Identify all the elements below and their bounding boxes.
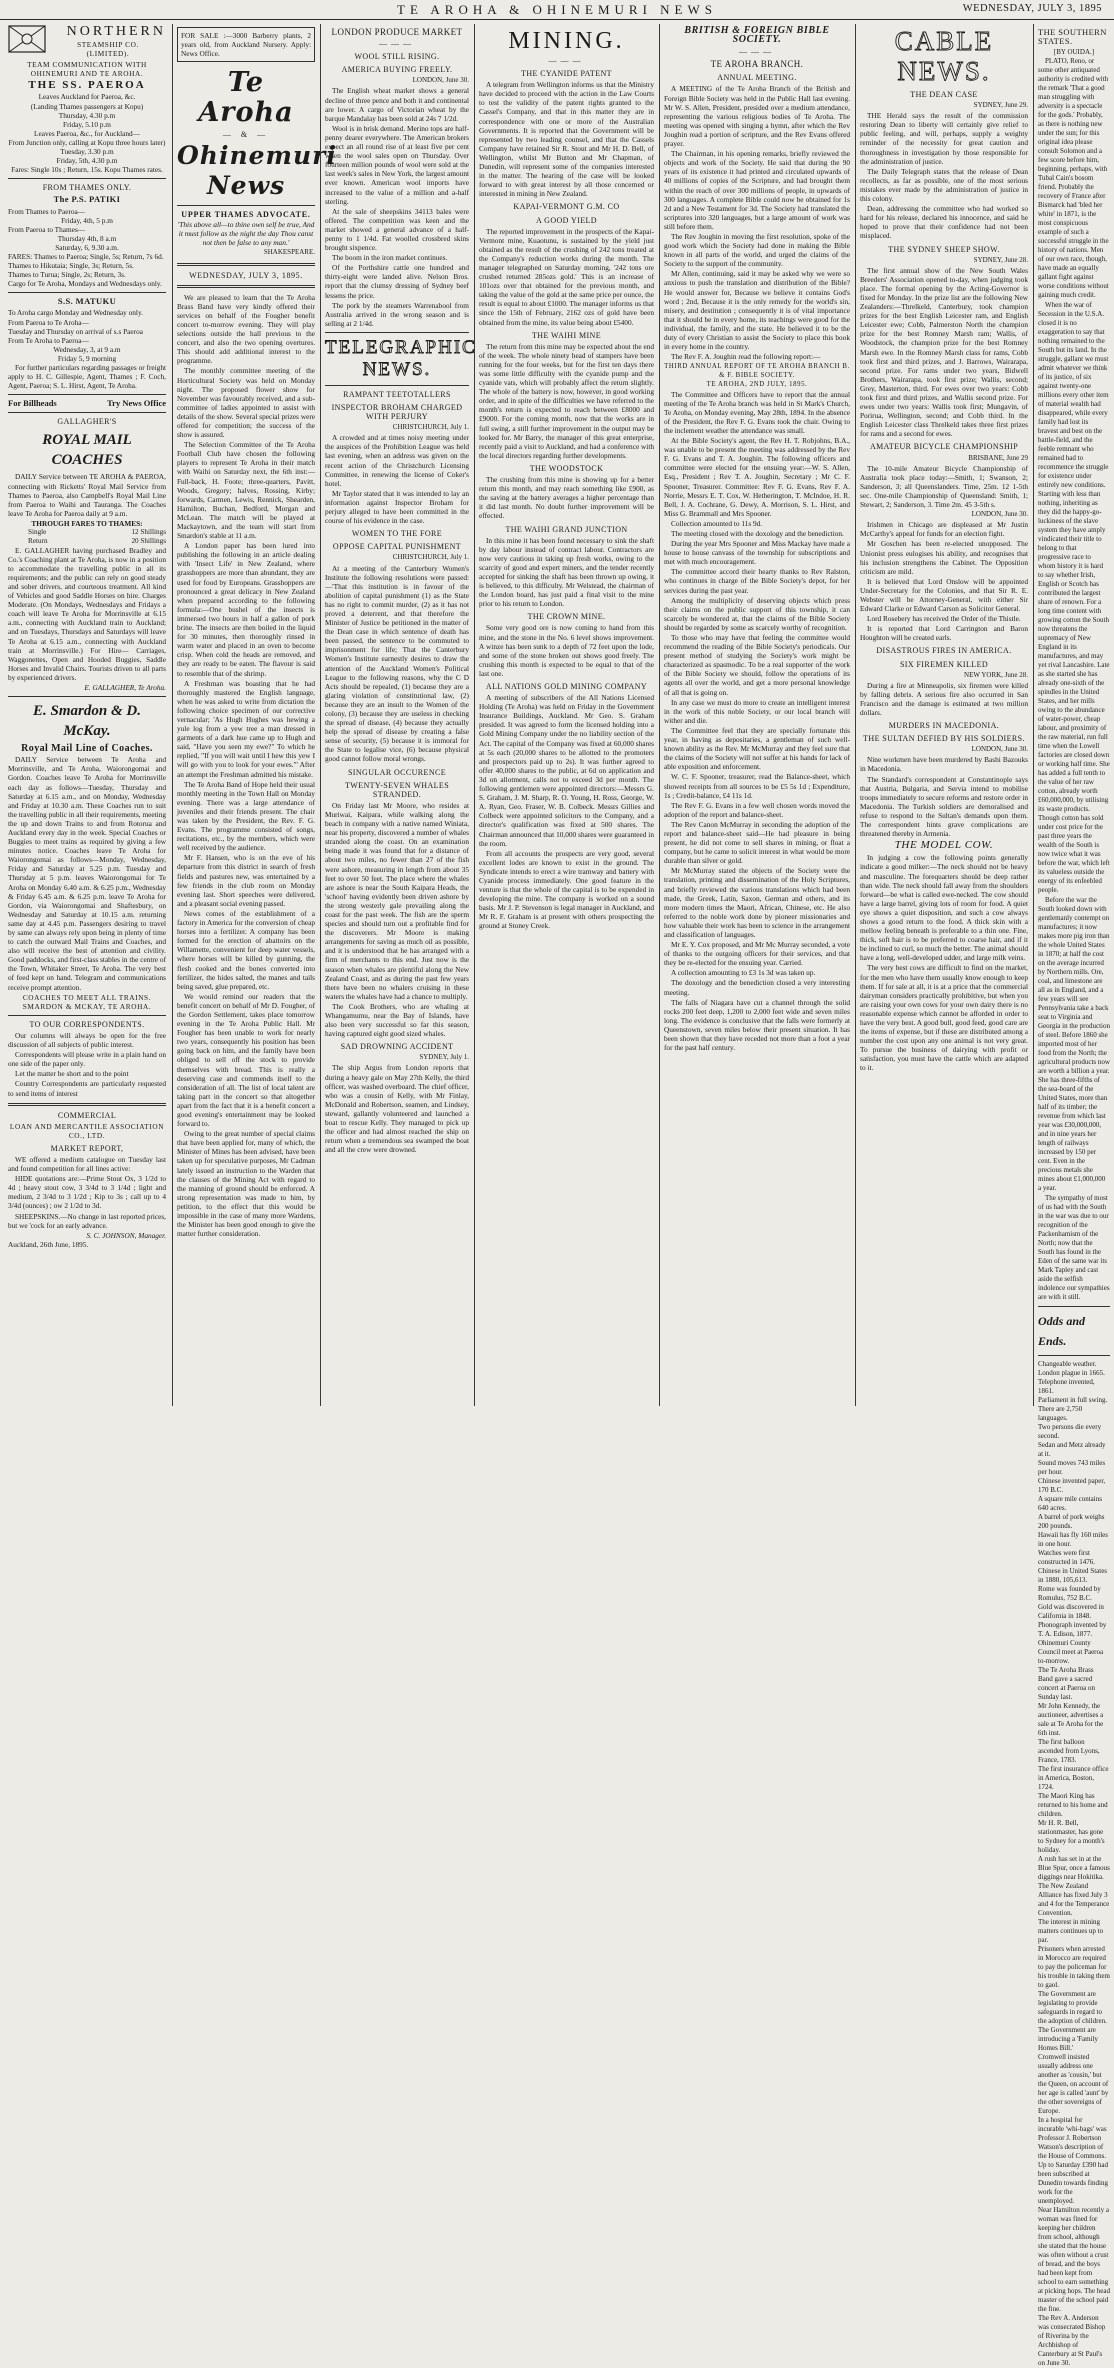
fires-subheading: SIX FIREMEN KILLED [899,659,989,669]
thames-only-heading: FROM THAMES ONLY. [42,183,132,193]
bible-society-para: Among the multiplicity of deserving objects which press their claims on the public support of this township, it can scarcely be wondered at, that the claims of the Bible Society should be regarded by some as scarcely worthy of recognition. [664,595,850,632]
fires-heading: DISASTROUS FIRES IN AMERICA. [876,646,1012,656]
odds-item: The Government are legislating to provide safeguards in regard to the adoption of children. [1038,1990,1107,2025]
bible-society-para: During the year Mrs Spooner and Miss Mackay have made a house to house canvass of the township for subscriptions and met with much encouragement. [664,539,850,567]
ship-line: Leaves Auckland for Paeroa, &c. [38,92,136,102]
market-para: WE offered a medium catalogue on Tuesday last and found competition for all lines active: [8,1154,166,1174]
odds-item: Hawaii has fly 160 miles in one hour. [1038,1531,1108,1548]
local-news-para: News comes of the establishment of a factory in America for the conversion of cheap horses into a fertilizer. A company has been formed for the erection of abattoirs on the Willamette, convenient for deep water vessels, where horses will be killed by gunning, the flesh cooked and the bones converted into fertilizer, the hides salted, the manes and tails being saved, glue prepared, etc. [177,908,315,991]
fares-row [8,528,166,537]
bible-society-para: The falls of Niagara have cut a channel through the solid rocks 200 feet deep, 1,200 to 2,000 feet wide and seven miles long. The evidence is conclusive that the falls were formerly at Queenstown, seven miles below their present situation. It has been shown that they have receded not more than a foot a year for the past half century. [664,997,850,1053]
divider [8,292,166,293]
bible-society-para: The Committee and Officers have to report that the annual meeting of the Te Aroha branch was held in St Mark's Church, Te Aroha, on Monday evening, May 28th, 1894. In the absence of the President, the Rev F. G. Evans took the chair. Owing to the inclement weather the attendance was small. [664,389,850,435]
produce-para: Of the Porthshire cattle one hundred and thirty-eight were landed alive. Nelson Bros. report that the clumsy dressing of Sydney beef lessens the price. [325,263,469,300]
bible-society-para: In any case we must do more to create an intelligent interest in the work of this noble Society, or our local branch will wither and die. [664,697,850,725]
bible-society-para: Mr McMurray stated the objects of the Society were the translation, printing and dissemination of the Holy Scriptures, and briefly reviewed the various translations which had been made, the Greek, Latin, Saxon, German and others, and its more modern times the Maori, African, Chinese, etc. He also referred to the noble work done by pioneer missionaries and how valuable their work has been to science in the arrangement and classification of languages. [664,866,850,939]
dateline: CHRISTCHURCH, July 1. [392,423,469,432]
odds-item: London plague in 1665. [1038,1369,1105,1377]
model-cow-para: The very best cows are difficult to find on the market, for the men who have them usually know enough to keep them. If for sale at all, it is at a price that the commercial dairyman considers practically prohibitive, but when you are raising your own cows for your own dairy there is no reasonable expense which cannot be afforded in order to have the very best. A good bull, good feed, good care are the items of expense, but if these are distributed among a number the cost upon any one animal is not very great. To pursue the business of dairying with profit or satisfaction, you must have the cattle which are adapted to it. [860,963,1028,1073]
divider [325,385,469,386]
teetotallers-para: Mr Taylor stated that it was intended to lay an information against Inspector Broham for perjury alleged to have been committed in the course of his evidence in the case. [325,488,469,526]
southern-states-para: Before the war the South looked down with gentlemanly contempt on manufactures; it now makes more pig iron than the whole United States in 1870; at half the cost on the average incurred by Northern mills. Ore, coal, and limestone are all as in England, and a few years will see Pennsylvania take a back seat to Virginia and Georgia in the production of steel. Before 1860 she imported most of her food from the North; the agricultural products now are worth a billion a year. She has three-fifths of the sea-board of the United States, more than half of its timber; the revenue from which last year was £30,000,000, and in nine years her length of railways increased by 150 per cent. Even in the precious metals she mines about £1,000,000 a year. [1038,896,1110,1192]
waihi-heading: THE WAIHI MINE [532,330,601,340]
london-para: It is believed that Lord Onslow will be appointed Under-Secretary for the Colonies, and that Sir R. E. Webster will be Attorney-General, with either Sir Edward Clarke or Edward Carson as Solicitor General. [860,576,1028,614]
patiki-line: From Thames to Paeroa— [8,206,86,216]
produce-para: The pork by the steamers Warrenabool from Australia arrived in the wrong season and is selling at 2 1/4d. [325,300,469,328]
matuku-line: To Aroha cargo Monday and Wednesday only. [8,308,143,318]
wool-heading: WOOL STILL RISING. [354,52,440,62]
odds-item: In a hospital for incurable 'whi-bags' was Professor J. Robertson Watson's description of the House of Commons. [1038,2116,1107,2160]
column-1 [4,24,170,1406]
house-flag-icon [8,25,46,53]
mining-heading: MINING. [508,28,625,54]
odds-item: Sedan and Metz already at it. [1038,1441,1106,1458]
macedonia-subheading: THE SULTAN DEFIED BY HIS SOLDIERS. [863,734,1025,744]
masthead-te-aroha: Te Aroha [198,67,294,129]
issue-date: WEDNESDAY, JULY 3, 1895 [962,3,1102,14]
singular-heading: SINGULAR OCCURENCE [347,767,447,777]
divider [177,285,315,288]
steam-communication-heading: TEAM COMMUNICATION WITH OHINEMURI AND TE AROHA. [27,60,147,79]
bible-society-para: A collection amounting to £3 1s 3d was taken up. [671,968,816,978]
grand-junction-heading: THE WAIHI GRAND JUNCTION [505,524,628,534]
fare-value: 12 Shillings [131,528,166,537]
ship-line: Thursday, 4.30 p.m [58,110,116,120]
drowning-para: The ship Argus from London reports that during a heavy gale on May 27th Kelly, the third officer, was washed overboard. The chief officer, who was a cousin of Kelly, with Mr Finlay, McDonald and Robertson, seamen, and Lindsey, steward, gallantly volunteered and launched a boat to rescue Kelly. They managed to pick up the officer and had almost reached the ship on return when a tremendous sea swamped the boat and all the crew were drowned. [325,1063,469,1155]
southern-states-para: When the war of Secession in the U.S.A. closed it is no exaggeration to say that nothing remained to the South but its land. In the struggle, gallant we must admit whatever we think of its justice, of six against twenty-one millions every other item of material wealth had disappeared, while every family had lost its bravest and best on the battle-field, and the feeble remnant who remained had to recommence the struggle for existence under entirely new conditions. Starting with less than nothing, inheriting as they did the happy-go-luckiness of the slave system they have amply vindicated their title to belong to that progressive race to whom history it is hard to say whether Irish, English or Scotch has contributed the largest share of renown. For a long time content with growing cotton the South now threatens the supremacy of New England in its manufactures, and may yet rival Lancashire. Late as she started she has already one-sixth of the spindles in the United States, and her mills owing to the abundance of water-power, cheap labour, and proximity of the raw material, run full time when the Lowell factories are closed down or working half time. She has added a full tenth to the value of her raw cotton, already worth £60,000,000, by utilising its waste products. Though cotton has sold under cost price for the past three years the wealth of the South is now twice what it was before the war, which left its valueless outside the energy of its enfeebled people. [1038,301,1110,894]
fares-row [8,537,166,546]
cable-news-heading: CABLE NEWS. [894,26,994,86]
bible-society-para: To those who may have that feeling the committee would recommend the reading of the Bible Society's periodicals. Our present method of studying the Society's work might be characterized as spasmodic. To be a real supporter of the work of the Bible Society we should, follow the operations of its agents all over the world, and get a more personal knowledge of all that is going on. [664,633,850,697]
section-ornament: ——— [548,56,585,65]
bicycle-heading: AMATEUR BICYCLE CHAMPIONSHIP [869,442,1019,452]
odds-item: Mr H. R. Bell, stationmaster, has gone to Sydney for a month's holiday. [1038,1819,1105,1854]
smardon-text: DAILY Service between Te Aroha and Morrinsville, and Te Aroha, Waiorongomai and Gordon. Coaches leave Te Aroha for Morrinsville each day as follows—Tuesday, Thursday and Saturday at 6.15 a.m., and on Monday, Wednesday and Friday at 10.30 a.m. These Coaches run to suit the travelling public in all their requirements, meeting the up and down Trains to and from Rotorua and Auckland every day in the week. Special Coaches or Buggies to meet trains as required by giving a few minutes notice. Coaches leave Te Aroha for Waiorongomai as follows—Monday, Wednesday, Friday and Saturday at 5.25 p.m. Tuesday and Thursday at 5 p.m. leaves Waiorongomai for Te Aroha on Monday 6.40 a.m. & 6.25 p.m., Wednesday & Friday 6.45 a.m. & 6.25 p.m. leave Te Aroha for Gordon, via Waiorongomai and Shaftesbury, on Wednesday and Saturday at 10.15 a.m. returning same day at 4.45 p.m. Passengers desiring to travel by same can always rely upon being in plenty of time to catch the outward Mail Trains and Coaches, and also will receive the best of attention and civility. Good paddocks, and first-class stables in the centre of the Town, Whitaker Street, Te Aroha. The very best of feed kept on hand. Telegram and communications receive prompt attention. [8,755,166,992]
gallagher-heading: GALLAGHER'S [57,417,117,427]
dateline: SYDNEY, June 28. [973,255,1028,264]
ship-name-paeroa: THE SS. PAEROA [28,79,146,92]
produce-para: The boom in the iron market continues. [332,253,448,263]
produce-para: Wool is in brisk demand. Merino tops are half-penny dearer everywhere. The American brokers expect an all round rise of at least five per cent when the wool sales open on Thursday. Over fourteen million pounds of wool were sold at the last week's sales in New York, the largest amount ever known. American wool imports have increased to the value of a million and a-half sterling. [325,123,469,206]
patiki-line: FARES: Thames to Paeroa; Single, 5s; Return, 7s 6d. [8,251,164,261]
whales-para: On Friday last Mr Moore, who resides at Muriwai, Kaipara, while walking along the beach in company with a native named Winiata, near his property, discovered a number of whales stranded along the coast. On an examination being made it was found that for a distance of about two miles, no fewer than 27 of the fish were ashore, measuring in length from about 35 feet to over 50 feet. The place where the whales are ashore is near the South Kaipara Heads, the 'school' having evidently been driven ashore by the strong westerly gale prevailing along the coast for the past week. The fish are the sperm species and should turn out a profitable find for the discoverers. Mr Moore is making arrangements for saving as much oil as possible, and it is understood that he has arranged with a firm of merchants to this end. Just now is the season when whales are plentiful along the New Zealand Coast, and as during the past few years there have been no whalers cruising in these waters the whales have had a chance to multiply. [325,800,469,1001]
nzsc-line-1: STEAMSHIP CO. [77,40,139,49]
editorial-date: WEDNESDAY, JULY 3, 1895. [189,270,303,280]
bible-society-para: Mr E. Y. Cox proposed, and Mr Mc Murray seconded, a vote of thanks to the outgoing officers for their services, and that they be re-elected for the ensuing year. Carried. [664,940,850,968]
billheads-notice [8,399,166,408]
column-3 [320,24,477,1406]
local-news-para: The Selection Committee of the Te Aroha Football Club have chosen the following players to represent Te Aroha in their match with Waihi on Saturday next, the 6th inst:—Full-back, H. Foote; three-quarters, Pavitt, Woods, Gregory; halves, Rossing, Kirby; forwards, Carmen, Lewis, Rennick, Shearden, Hamilton, Buchan, Bedford, Morgan and McLean. The match will be played at Mackaytown, and the team will start from Smardon's stable at 11 a.m. [177,440,315,541]
matuku-line: Wednesday, 3, at 9 a.m [53,344,121,354]
odds-item: Watches were first constructed in 1476. [1038,1549,1095,1566]
through-fares-label: THROUGH FARES TO THAMES: [31,518,143,528]
odds-item: Parliament in full swing. [1038,1396,1108,1404]
odds-item: Telephone invented, 1861. [1038,1378,1095,1395]
market-report-heading: MARKET REPORT, [50,1143,124,1153]
barberry-sale-notice: FOR SALE :—3000 Barberry plants, 2 years old, from Auckland Nursery. Apply: News Office. [177,27,315,62]
local-news-para: A Freshman was boasting that he had thoroughly mastered the English language, when he was asked to write from dictation the following choice specimen of our corrective vernacular; 'As Hugh Hughes was hewing a yule log from a yew tree a man dressed in garments of a dark hue came up to Hugh and said, "Have you seen my ewe?" To which he replied, "If you will wait until I hew this yew I will go with you to look for your ewes."' After an attempt the Freshman admitted his mistake. [177,678,315,779]
southern-states-heading: THE SOUTHERN STATES. [1038,27,1107,46]
column-6 [855,24,1032,1406]
patiki-line: Friday, 4th, 5 p.m [61,215,113,225]
matuku-line: Friday 5, 9 morning [57,353,117,363]
produce-para: The English wheat market shows a general decline of three pence and both it and continental are lower. A cargo of Victorian wheat by the barque Mandalay has been sold at 24s 7 1/2d. [325,86,469,123]
teetotallers-subheading: INSPECTOR BROHAM CHARGED WITH PERJURY [331,403,463,422]
local-news-para: The Te Aroha Band of Hope held their usual monthly meeting in the Town Hall on Monday evening. There was a large attendance of juveniles and their friends present. The chair was taken by the President, the Rev. F. G. Evans. The programme consisted of songs, recitations, etc., by the members, which were well received by the audience. [177,779,315,853]
smardon-signature: SMARDON & MCKAY, TE AROHA. [22,1001,152,1011]
ship-line: Tuesday, 3.30 p.m [60,147,114,157]
odds-item: Gold was discovered in California in 1848. [1038,1603,1104,1620]
fare-kind: Single [28,528,47,537]
whales-para: The Cook Brothers, who are whaling at Whangamumu, near the Bay of Islands, have also been very successful so far this season, having captured eight good sized whales. [325,1001,469,1039]
dateline: SYDNEY, July 1. [419,1053,469,1062]
london-para: It is reported that Lord Carrington and Baron Houghton will be created earls. [860,624,1028,643]
waihi-para: The return from this mine may be expected about the end of the week. The whole ninety head of stampers have been running for the four weeks, but for the first ten days there was some little difficulty with the cyanide pump and the cyanide vats, which will probably affect the return slightly. The whole of the battery is now, however, in good working order, and in spite of the difficulties we have referred to the month's return is expected to reach between £8000 and £9000. For the coming month, now that the works are in full swing, a still further improvement in the output may be looked for. Mr Barry, the manager of this great enterprise, recently paid a visit to Auckland, and had a conference with the local directors regarding further developments. [479,341,654,460]
ship-line: From Junction only, calling at Kopu three hours later) [8,137,166,147]
bible-society-heading-2: SOCIETY. [732,34,782,46]
bible-society-para: W. C. F. Spooner, treasurer, read the Balance-sheet, which showed receipts from all sources to be £5 5s 1d ; Expenditure, 1s ; Credit-balance, £4 11s 1d. [664,772,850,800]
odds-item: Phonograph invented by T. A. Edison, 1877. [1038,1621,1107,1638]
gallagher-text: E. GALLAGHER having purchased Bradley and Co.'s Coaching plant at Te Aroha, is now in a position to accommodate the travelling public in all its requirements; and the public can rely on good steady and sober drivers, and courteous treatment. All kind of Vehicles and good Saddle Horses on hire. Charges Moderate. (On Mondays, Wednesdays and Fridays a coach will leave Te Aroha for Morrinsville at 6.15 a.m., connecting with Auckland train to Auckland; and on Tuesdays, Thursdays and Saturdays will leave Te Aroha at 6.15 a.m., connecting with Auckland train at Morrinsville.) For Hire— Carriages, Waggonettes, Open and Hooded Buggies, Saddle Horses and Invalid Chairs. Tourists driven to all parts by experienced drivers. [8,545,166,682]
annual-meeting-heading: ANNUAL MEETING. [717,73,797,83]
divider [325,332,469,333]
loan-company-heading: LOAN AND MERCANTILE ASSOCIATION CO., LTD. [9,1121,165,1140]
woodstock-heading: THE WOODSTOCK [529,463,604,473]
all-nations-para: From all accounts the prospects are very good, several excellent lodes are known to exist in the ground. The Syndicate intends to erect a wire tramway and battery with Cyanide process immediately. One good feature in the venture is that the whole of the capital is to be expended in developing the mine. The company is worked on a sound basis. Mr J. P. Stevenson is legal manager in Auckland, and Mr R. F. Graham is at present with others prospecting the ground at Stoney Creek. [479,848,654,931]
fares-table [8,528,166,546]
masthead-subtitle: UPPER THAMES ADVOCATE. [181,210,311,220]
section-ornament: ——— [739,47,775,57]
model-cow-para: In judging a cow the following points generally indicate a good milker:—The neck should not be heavy and masculine. The forequarters should be deep rather than wide. The neck should fall away from the shoulders forward—be what is called ewe-necked. The cow should have a large barrel, giving lots of room for food. A quiet eye shows a quiet disposition, and such a cow always shows a good return to the food. A thick skin with a mellow feeling beneath is preferable to a thin one. Fine, thick, soft hair is to be preferred to coarse hair, and if it be inclined to curl, so much the better. The animal should have a long, well-developed udder, and large milk veins. [860,853,1028,963]
dean-case-heading: THE DEAN CASE [910,90,978,99]
odds-item: Sound moves 743 miles per hour. [1038,1459,1106,1476]
dateline: LONDON, June 30. [971,745,1028,754]
patiki-heading: The P.S. PATIKI [53,194,121,205]
patiki-line: Saturday, 6, 9.30 a.m. [55,242,119,252]
london-para: Mr Goschen has been re-elected unopposed. The Unionist press eulogises his ability, and recognises that his inclusion strengthens the Cabinet. The Opposition criticism are mild. [860,539,1028,576]
nzsc-line-2: (LIMITED). [86,49,130,59]
divider [1038,1306,1110,1307]
ship-line: Friday, 5th, 4.30 p.m [56,156,118,166]
market-para: SHEEPSKINS.—No change in last reported prices, but we 'cock for an early advance. [8,1211,166,1230]
column-5 [659,24,854,1406]
local-news-para: A London paper has been lured into publishing the following in an article dealing with 'Insect Life' in New Zealand, where grasshoppers are more than abundant, they are used for food by Europeans. Grasshoppers are pronounced a great delicacy in New Zealand when prepared according to the following formula:—One bushel of the insects is immersed two hours in half a gallon of pork brine. The insects are then boiled in the liquid for 30 minutes, then thoroughly rinsed in warm water and placed in an oven to become crisp. When cold the heads are removed, and they are ready to be eaten. The flavour is said to resemble that of the shrimp. [177,541,315,678]
divider [1038,1355,1110,1356]
matuku-line: Tuesday and Thursday on arrival of s.s Paeroa [8,326,143,336]
grand-junction-para: In this mine it has been found necessary to sink the shaft by day labour instead of contract labour. Contractors are now very cautious in taking up fresh works, owing to the scarcity of good and expert miners, and the tender recently accepted for sinking the shaft has been thrown up owing, it is believed, to this difficulty. Mr Welstead, the chairman of the London board, has just paid a final visit to the mine prior to his return to London. [479,535,654,609]
market-signature: S. C. JOHNSON, Manager. [86,1230,166,1240]
bible-society-para: The Rev Joughin in moving the first resolution, spoke of the good work which the Society had done in making the Bible known in all parts of the world, and urged the claims of the Society to the support of the community. [664,231,850,269]
odds-item: The New Zealand Alliance has fixed July 3 and 4 for the Temperance Convention. [1038,1882,1110,1917]
kapai-vermont-para: The reported improvement in the prospects of the Kapai-Vermont mine, Kuaotunu, is sustained by the yield just obtained as the result of the crushing of 242 tons treated at the Company's reduction works during the month. The manager telegraphed on Saturday morning, '242 tons ore crushed returned 285ozs gold.' This is an increase of 101ozs over that obtained for the previous month, and taking the value of the gold at the same price per ounce, the result is equal to about £1000. The manager informs us that since the 15th of February, 2162 ozs of gold have been obtained from the mine, its value being about £5400. [479,226,654,327]
sheep-show-para: The first annual show of the New South Wales Breeders' Association opened to-day, when judging took place. The formal opening by the Acting-Governor is fixed for Monday. In the prize list are the following New Zealanders:—Threlkeld, Canterbury, took champion prizes for the best English Leicester ram, and English Leicester ewe; Cobb, Palmerston North the champion prize for the best Romney Marsh ram; Wallis, of Woodstock, the champion prize for the best Romney Marsh ewe. In the Romney Marsh class for rams, Cobb took first and third prizes, and J. Barrows, Wairarapa, second prize. For rams under two years, Bidwell Brothers, Wairarapa, took first prize; Wallis, second; Grey, Masterton, third. For ewes over two years: Cobb took first and third prizes, and Wallis second prize. For ewes under two years: Wallis took first; Mungavin, of Porirua, Wellington, second; and Cobb third. In the English Leicester class Threlkeld takes three first prizes for rams and a second for ewes. [860,265,1028,439]
local-news-para: We would remind our readers that the benefit concert on behalf of Mr D. Fougher, of the Gordon Settlement, takes place tomorrow evening in the Te Aroha Public Hall. Mr Fougher has been unable to work for nearly two years, consequently his position has been going back on him, and the family have been obliged to sell off the stock to provide themselves with bread. This is really a deserving case and commends itself to the consideration of all. The list of local talent are taking part in the concert so that altogether apart from the fact that it is a benefit concert a good evening's entertainment may be looked forward to. [177,991,315,1129]
southern-states-para: PLATO, Reno, or some other antiquated authority is credited with the remark 'That a good man struggling with adversity is a spectacle for the gods.' Probably, as there is nothing new under the sun; for this original idea please consult Solomon and a few score before him, beginning, perhaps, with Tubal Cain's bosom friend. Probably the recovery of France after Bismarck had 'bled her white' in 1871, is the most conspicuous example of such a successful struggle in the history of nations. Men of our own race, though, have made an equally gallant fight against worse conditions without gaining much credit. [1038,57,1109,299]
matuku-line: From Paeroa to Te Aroha— [8,317,89,327]
produce-para: At the sale of sheepskins 34113 bales were offered. The competition was keen and the market showed a general advance of a half-penny to 1 1/4d. Fat woolled crossbred skins brought sixpence. [325,206,469,253]
fare-kind: Return [28,536,48,545]
odds-item: Chinese in United States in 1880, 105,613. [1038,1567,1108,1584]
odds-item: The first insurance office in America, Boston, 1724. [1038,1765,1109,1791]
odds-item: Cromwell insisted usually address one another as 'cousin,' but the Queen, on account of her age is called 'aunt' by the other sovereigns of Europe. [1038,2053,1109,2115]
royal-mail-text: DAILY Service between TE AROHA & PAEROA, connecting with Ricketts' Royal Mail Service from Thames to Paeroa, also Campbell's Royal Mail Line from Paeroa to Waihi and Tauranga. The Coaches leave Te Aroha for Paeroa daily at 9 a.m. [8,472,166,518]
column-4 [474,24,658,1406]
odds-item: The Te Aroha Brass Band gave a sacred concert at Paeroa on Sunday last. [1038,1666,1095,1701]
ship-line: Leaves Paeroa, &c., for Auckland— [34,128,140,138]
odds-item: The Government are introducing a 'Family Homes Bill.' [1038,2026,1098,2052]
odds-item: A barrel of pork weighs 200 pounds. [1038,1513,1105,1530]
branch-heading: TE AROHA BRANCH. [710,59,804,70]
wool-subheading: AMERICA BUYING FREELY. [341,65,453,75]
market-dateline: Auckland, 26th June, 1895. [8,1239,89,1249]
odds-item: The Maori King has returned to his home and children. [1038,1792,1108,1818]
patiki-line: Thames to Hikutaia; Single, 3s; Return, 5s. [8,261,134,271]
local-news-para: Owing to the great number of special claims that have been applied for, many of which, the Minister of Mines has been advised, have been taken up for speculative purposes, Mr Cadman lately issued an instruction to the Warden that the clauses of the Mining Act with regard to the manning of ground should be enforced. A strong representation was made to him, by petition, to the effect that this would be impossible in the case of many more Wardens, the Minister has been good enough to give the matter further consideration. [177,1129,315,1239]
correspondents-para: Country Correspondents are particularly requested to send items of interest [8,1079,166,1098]
local-news-para: The monthly committee meeting of the Horticultural Society was held on Monday night. The proposed flower show for November was favourably received, and a sub-committee of ladies appointed to assist with details of the show. Several special prizes were offered for competition; the success of the show is assured. [177,366,315,440]
women-subheading: OPPOSE CAPITAL PUNISHMENT [332,542,462,552]
bible-society-para: The Chairman, in his opening remarks, briefly reviewed the objects and work of the Society. He said that during the 90 years of its existence it had printed and circulated upwards of 40 millions of copies of the Scripture, and had brought them within the reach of over 300 millions of people, in upwards of 300 languages. A complete Bible could now be obtained for 1s 2d and a New Testament for 3d. The Society had translated the scriptures into 320 languages, but a large amount of work was still before them. [664,149,850,231]
odds-item: Chinese invented paper, 170 B.C. [1038,1477,1106,1494]
divider [8,412,166,413]
cyanide-para: A telegram from Wellington informs us that the Ministry have decided to proceed with the action in the Law Courts to test the validity of the patent rights granted to the Cassel's Company, and that in this matter they are in correspondence with one or more of the Australian Governments. It is reported that the Government will be represented by two leading counsel, and that the Cassels Company have retained Sir R. Stout and Mr H. D. Bell, of Wellington, whilst Mr Button and Mr Chapman, of Dunedin, will represent some of the companies interested in the matter. The hearing of the case will be looked forward to with great interest by all those concerned or interested in mining in New Zealand. [479,80,654,199]
patiki-line: Thames to Turua; Single, 2s; Return, 3s. [8,270,126,280]
odds-item: The Rev A. Anderson was consecrated Bishop of Riverina by the Archbishop of Canterbury at St Paul's on June 30. [1038,2314,1106,2367]
odds-item: A rush has set in at the Blue Spur, once a famous diggings near Hokitika. [1038,1855,1110,1881]
bible-society-para: Collection amounted to 11s 9d. [671,518,763,528]
masthead-ohinemuri-news: Ohinemuri News [177,141,337,201]
dateline: NEW YORK, June 28. [964,670,1028,679]
dateline: SYDNEY, June 29. [973,101,1028,110]
divider [8,1103,166,1106]
odds-item: Ohinemuri County Council meet at Paeroa to-morrow. [1038,1639,1104,1665]
woodstock-para: The crushing from this mine is showing up for a better return this month, and may reach something like £900, as the saving at the battery averages a higher percentage than it did last month. No doubt further improvement will be effected. [479,475,654,521]
billheads-left: For Billheads [8,398,57,409]
masthead-motto: 'This above all—to thine own self be true, And it must follow as the night the day Thou canst not then be false to any man.' [177,220,315,248]
southern-states-byline: [BY OUIDA.] [1053,48,1095,56]
divider [8,394,166,395]
bible-society-para: The Committee feel that they are specially fortunate this year, in having as depositaries, a gentleman of such well-known ability as the Rev. Mr McMurray and they feel sure that the claims of the Society will not suffer at his hands for lack of able exposition and enforcement. [664,725,850,772]
cyanide-heading: THE CYANIDE PATENT [521,69,612,79]
divider [177,263,315,266]
macedonia-heading: MURDERS IN MACEDONIA. [888,721,1000,731]
patiki-line: Thursday 4th, 8 a.m [57,233,117,243]
bible-society-para: At the Bible Society's agent, the Rev H. T. Robjohns, B.A., was unable to be present the meeting was addressed by the Rev F. G. Evans and T. A. Joughin. The following officers and committee were elected for the ensuing year:—W. S. Allen, Esq., President ; Rev T. A. Joughin, Secretary ; Mr C. F. Spooner, Treasurer. Committee: Rev F. G. Evans, Rev F. A. Norrie, Messrs E. T. Cox, W. Hetherington, T. McIndoe, H. R. Bell, J. A. Cochrane, G. Dewy, A. Morrison, S. L. Hirst, and Miss G. Brammall and Mrs Spooner. [664,436,850,518]
correspondents-para: Let the matter be short and to the point [15,1069,129,1079]
motto-attribution: SHAKESPEARE. [263,248,315,257]
bible-society-para: The meeting closed with the doxology and the benediction. [671,528,844,538]
bible-society-para: The Rev F. G. Evans in a few well chosen words moved the adoption of the report and balance-sheet. [664,800,850,819]
odds-item: Prisoners when arrested in Morocco are required to pay the policeman for his trouble in taking them to gaol. [1038,1945,1110,1989]
smardon-subheading: Royal Mail Line of Coaches. [21,743,153,755]
divider [8,1015,166,1016]
crown-mine-heading: THE CROWN MINE. [527,612,606,622]
odds-item: There are 2,750 languages. [1038,1405,1083,1422]
produce-market-heading: LONDON PRODUCE MARKET [331,27,463,37]
smardon-tail: COACHES TO MEET ALL TRAINS. [22,992,152,1002]
bible-society-para: The doxology and the benediction closed a very interesting meeting. [664,978,850,997]
section-ornament: ——— [379,39,415,49]
matuku-line: From Te Aroha to Paeroa— [8,335,89,345]
bicycle-para: The 10-mile Amateur Bicycle Championship of Australia took place today:—Smith, 1; Swanson, 2; Sanderson, 3; all Queenslanders. Time, 25m. 12 1-5th sec. One-mile Championship of Queensland: Smith, 1; Stewart, 2; Sanderson, 3. Time 2m. 45 3-5th s. [860,463,1028,510]
bible-society-heading: BRITISH & FOREIGN BIBLE [684,25,830,36]
odds-ends-heading: Odds and Ends. [1038,1314,1086,1348]
odds-item: Rome was founded by Romulus, 752 B.C. [1038,1585,1101,1602]
odds-item: Up to Saturday £390 had been subscribed at Dunedin towards finding work for the unemployed. [1038,2161,1108,2205]
teetotallers-para: A crowded and at times noisy meeting under the auspices of the Prohibition League was held last evening, when an address was given on the recent action of the Christchurch Licensing Committee, in renewing the license of Coker's hotel. [325,433,469,488]
commercial-heading: COMMERCIAL [57,1110,117,1120]
teetotallers-heading: RAMPANT TEETOTALLERS [343,389,451,399]
correspondents-para: Correspondents will please write in a plain hand on one side of the paper only. [8,1050,166,1069]
women-para: At a meeting of the Canterbury Women's Institute the following resolutions were passed:—'That this institution is in favour of the abolition of capital punishment (1) as the State has no right to commit murder, (2) as it has not proved a deterrent, and that therefore the Minister of Justice be petitioned in the matter of the Dean case in which sentence of death has been passed, the sentence to be commuted to imprisonment for life; That the Canterbury Women's Institute earnestly desires to draw the attention of the Auckland Women's Political League to the following reasons, why the C D Acts should be repealed, (1) because they are a glaring violation of constitutional law, (2) because they are an insult to the Women of the colony, (3) because they are useless in checking the spread of disease, (4) because they actually help the spread of disease by creating a false sense of security, (5) because it is immoral for the State to legalise vice, (6) because physical good cannot follow moral wrongs. [325,563,469,764]
drowning-heading: SAD DROWNING ACCIDENT [340,1042,454,1052]
odds-item: Changeable weather. [1038,1360,1097,1368]
masthead-ornament: — & — [222,130,270,140]
market-para: HIDE quotations are:—Prime Stout Ox, 3 1/2d to 4d ; heavy stout cow, 3 3/4d to 3 1/4d ; light and medium, 2 3/4d to 3 1/2d ; Kip to 3s ; call up to 4 3/4d (ounces) ; ow 2 1/2d to 3d. [8,1174,166,1211]
all-nations-para: A meeting of subscribers of the All Nations Licensed Holding (Te Aroha) was held on Friday in the Government Insurance Buildings, Auckland. Mr Geo. S. Graham presided. It was agreed to form the licensed holding into a Gold Mining Company under the no liability section of the Act. The capital of the Company was fixed at 60,000 shares at 5s each (20,000 shares to be allotted to the promoters and prospectors paid up to 2s). It was further agreed to offer 40,000 shares to the public, at 6d on application and 3d on allotment, calls not to exceed 3d per month. The following gentlemen were appointed directors:—Messrs G. S. Graham, J. M. Sharp, R. O. Young, H. Ross, George, W. A. Ryan, Geo. Fraser, W. B. Colbeck. Messrs Gillies and Colbeck were appointed solicitors to the Company, and a director's qualification was fixed at 500 shares. The Chairman announced that 10,000 shares were guaranteed in the room. [479,693,654,848]
bible-society-para: The Rev F. A. Joughin read the following report:— [671,352,821,362]
telegraphic-news-heading: TELEGRAPHIC NEWS. [325,336,477,380]
nz-steamship-notice [8,24,166,390]
billheads-right: Try News Office [107,398,166,409]
women-heading: WOMEN TO THE FORE [351,529,443,539]
london-para: Irishmen in Chicago are displeased at Mr Justin McCarthy's appeal for funds for an election fight. [860,520,1028,539]
bible-society-para: The Rev Canon McMurray in seconding the adoption of the report and balance-sheet said—He had pleasure in being present, he did not come to sell shares in mining, or float a company, but he came to solicit interest in what would be more durable than silver or gold. [664,819,850,866]
masthead-running-title: TE AROHA & OHINEMURI NEWS [397,2,717,17]
correspondents-heading: TO OUR CORRESPONDENTS. [29,1019,145,1029]
local-news-para: Mr F. Hansen, who is on the eve of his departure from this district in search of fresh fields and pastures new, was entertained by a few friends in the club room on Monday evening last. Short speeches were delivered, and a pleasant social evening passed. [177,853,315,908]
patiki-line: From Paeroa to Thames— [8,224,86,234]
odds-item: Near Hamilton recently a woman was fined for keeping her children from school, although she stated that the house was often without a crust of bread, and the boys had been kept from school to earn something at picking hops. The head master of the school paid the fine. [1038,2206,1110,2313]
ship-line: (Landing Thames passengers at Kopu) [30,101,144,111]
odds-item: The interest in mining matters continues up to par. [1038,1918,1104,1944]
dateline: LONDON, June 30. [971,510,1028,519]
london-para: Lord Rosebery has received the Order of the Thistle. [867,614,1021,624]
dean-para: Dean, addressing the committee who had worked so hard for his release, declared his innocence, and said he hoped to prove that their confidence had not been misplaced. [860,204,1028,241]
crown-mine-para: Some very good ore is now coming to hand from this mine, and the stone in the No. 6 level shows improvement. A winze has been sunk to a depth of 72 feet upon the lode, and some of the stone broken out shows good freely. The crushing this month is expected to be equal to that of the last one. [479,623,654,678]
kapai-vermont-subheading: A GOOD YIELD [536,215,597,225]
running-head [0,0,1114,20]
sheep-show-heading: THE SYDNEY SHEEP SHOW. [888,244,1000,254]
nzsc-heading: NORTHERN [66,24,166,39]
kapai-vermont-heading: KAPAI-VERMONT G.M. CO [513,202,620,212]
model-cow-heading: THE MODEL COW. [894,839,994,852]
odds-item: Two persons die every second. [1038,1423,1102,1440]
local-news-para: We are pleased to learn that the Te Aroha Brass Band have very kindly offered their services on behalf of the Fougher benefit concert to-morrow evening. They will play selections outside the hall previous to the concert, and also the two opening overtures. This should add additional interest to the programme. [177,292,315,366]
column-2 [172,24,337,1406]
royal-mail-heading: ROYAL MAIL COACHES [42,432,132,469]
matuku-heading: S.S. MATUKU [57,296,117,307]
divider [177,205,315,206]
column-7 [1033,24,1114,2367]
bible-society-para: The committee accord their hearty thanks to Rev Ralston, who continues in charge of the Bible Society's depot, for her services during the past year. [664,567,850,595]
annual-report-dateline: TE AROHA, 2ND JULY, 1895. [706,381,808,389]
southern-states-para: The sympathy of most of us had with the South in the war was due to our recognition of the Packenhamism of the North; now that the South has found in the Eden of the same war its Mark Tapley and cast aside the selfish indolence our sympathies are with it still. [1038,1194,1110,1301]
macedonia-para: Nine workmen have been murdered by Bashi Bazouks in Macedonia. [860,755,1028,774]
dean-para: The Daily Telegraph states that the release of Dean recollects, as far as possible, one of the most serious mistakes ever made by the administration of justice in this colony. [860,166,1028,204]
smardon-heading: E. Smardon & D. McKay. [33,703,141,740]
odds-item: A square mile contains 640 acres. [1038,1495,1102,1512]
correspondents-para: Our columns will always be open for the free discussion of all subjects of public interest. [8,1030,166,1050]
patiki-line: Cargo for Te Aroha, Mondays and Wednesdays only. [8,279,162,289]
singular-subheading: TWENTY-SEVEN WHALES STRANDED. [344,780,450,799]
dateline: BRISBANE, June 29 [968,453,1028,462]
all-nations-heading: ALL NATIONS GOLD MINING COMPANY [485,682,648,691]
ship-line: Friday, 5.10 p.m [63,119,111,129]
ship-line: Fares: Single 10s ; Return, 15s. Kopu Thames rates. [11,165,163,175]
dean-para: THE Herald says the result of the commission restoring Dean to liberty will certainly give relief to public feeling, and will, perhaps, supply a weighty reminder of the necessity for great caution and thoroughness in investigation by those responsible for the administration of justice. [860,111,1028,166]
divider [8,696,166,697]
fare-value: 20 Shillings [131,536,166,545]
fires-para: During a fire at Minneapolis, six firemen were killed by falling debris. A serious fire also occurred in San Francisco and the damage is estimated at two million dollars. [860,680,1028,717]
bible-society-para: A MEETING of the Te Aroha Branch of the British and Foreign Bible Society was held in the Public Hall last evening. Mr W. S. Allen, President, presided over a medium attendance, representing the various religious bodies of Te Aroha. The meeting was opened with singing a hymn, after which the Rev Joughin read a portion of scripture, and the Rev Evans offered prayer. [664,84,850,149]
dateline: LONDON, June 30. [412,76,469,85]
annual-report-heading: THIRD ANNUAL REPORT OF TE AROHA BRANCH B. & F. BIBLE SOCIETY. [664,363,850,380]
bible-society-para: Mr Allen, continuing, said it may be asked why we were so anxious to push the translation and distribution of the Bible? He would answer for, Because we believe it contains God's word ; 2nd, Because it is the only remedy for the world's sin, misery, and destitution ; consequently it is of vital importance that it should be in every home, its teachings were good for the individual, the family, and the state. He believed it to be the duty of every Christian to assist the Society to place this book in every home in the country. [664,269,850,352]
odds-item: Mr John Kennedy, the auctioneer, advertises a sale at Te Aroha for the 6th inst. [1038,1702,1104,1737]
odds-item: The first balloon ascended from Lyons, France, 1783. [1038,1738,1100,1764]
divider [8,178,166,179]
gallagher-signature: E. GALLAGHER, Te Aroha. [84,683,166,693]
macedonia-para: The Standard's correspondent at Constantinople says that Austria, Bulgaria, and Servia intend to mobilise troops immediately to secure reforms and restore order in Macedonia. The Turkish soldiers are demoralised and refuse to respond to the Sultan's demands upon them. The correspondent hints grave complications are threatened thereby in Armenia. [860,774,1028,839]
matuku-line: For further particulars regarding passages or freight apply to H. C. Gillespie, Agent, Thames ; F. Coch, Agent, Paeroa; S. L. Hirst, Agent, Te Aroha. [8,363,166,391]
dateline: CHRISTCHURCH, July 1. [392,553,469,562]
